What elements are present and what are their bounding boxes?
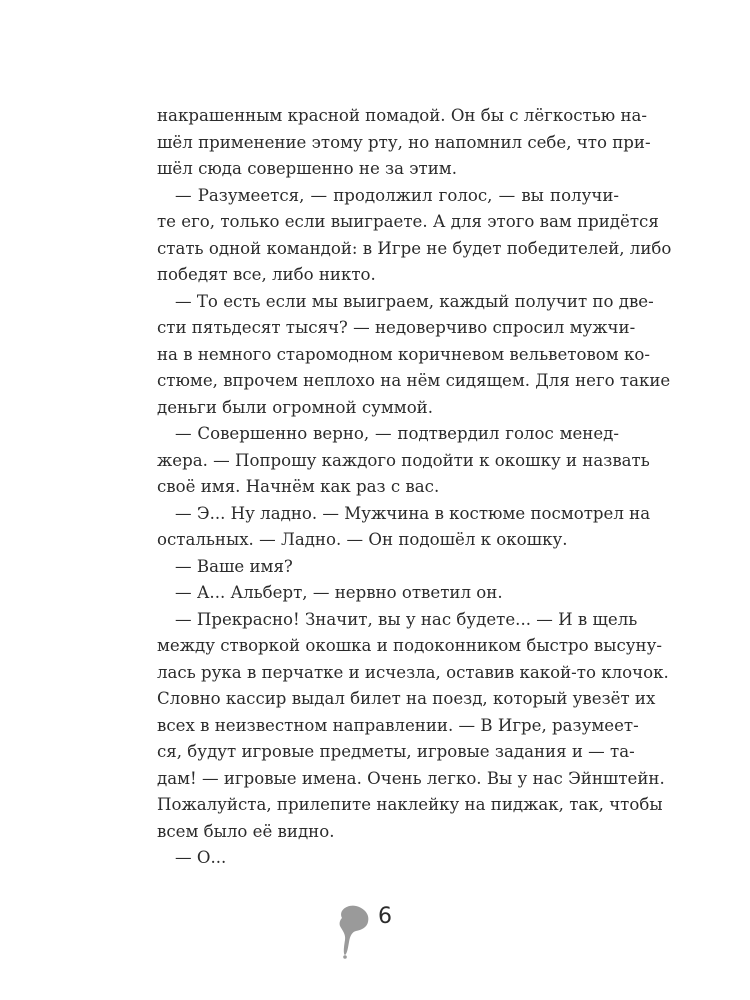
text-line: стать одной командой: в Игре не будет победителей, либо xyxy=(157,238,672,258)
page-footer xyxy=(334,900,434,960)
text-line: остальных. — Ладно. — Он подошёл к окошку. xyxy=(157,530,568,549)
text-line: победят все, либо никто. xyxy=(157,265,376,284)
text-line: своё имя. Начнём как раз с вас. xyxy=(157,477,440,496)
text-line: всем было её видно. xyxy=(157,821,335,841)
text-line: — О... xyxy=(175,848,227,867)
text-line: те его, только если выиграете. А для этого вам придётся xyxy=(157,212,659,231)
text-line: шёл сюда совершенно не за этим. xyxy=(157,159,457,178)
text-line: дам! — игровые имена. Очень легко. Вы у нас Эйнштейн. xyxy=(157,768,665,788)
text-line: Словно кассир выдал билет на поезд, который увезёт их xyxy=(157,689,656,708)
text-line: между створкой окошка и подоконником быстро высуну- xyxy=(157,636,662,655)
text-line: сти пятьдесят тысяч? — недоверчиво спросил мужчи- xyxy=(157,318,636,337)
text-line: — Э... Ну ладно. — Мужчина в костюме посмотрел на xyxy=(175,503,651,523)
text-line: — Прекрасно! Значит, вы у нас будете... — И в щель xyxy=(175,609,638,629)
page-number: 6 xyxy=(378,904,392,929)
text-line: Пожалуйста, прилепите наклейку на пиджак, так, чтобы xyxy=(157,795,663,814)
page-body-text xyxy=(157,103,672,872)
text-line: на в немного старомодном коричневом вельветовом ко- xyxy=(157,344,650,364)
text-line: — А... Альберт, — нервно ответил он. xyxy=(175,583,503,602)
text-line: жера. — Попрошу каждого подойти к окошку и назвать xyxy=(157,450,650,470)
text-line: шёл применение этому рту, но напомнил себе, что при- xyxy=(157,132,651,152)
text-line: накрашенным красной помадой. Он бы с лёгкостью на- xyxy=(157,106,648,125)
text-line: — Разумеется, — продолжил голос, — вы получи- xyxy=(175,185,619,205)
text-line: всех в неизвестном направлении. — В Игре, разумеет- xyxy=(157,715,639,735)
text-line: ся, будут игровые предметы, игровые задания и — та- xyxy=(157,742,635,761)
text-line: деньги были огромной суммой. xyxy=(157,397,434,417)
text-line: — Ваше имя? xyxy=(175,556,293,576)
ink-drop-icon xyxy=(334,900,374,960)
text-line: лась рука в перчатке и исчезла, оставив какой-то клочок. xyxy=(157,662,669,682)
text-line: стюме, впрочем неплохо на нём сидящем. Для него такие xyxy=(157,371,671,390)
text-line: — Совершенно верно, — подтвердил голос менед- xyxy=(175,424,619,443)
text-line: — То есть если мы выиграем, каждый получит по две- xyxy=(175,291,654,311)
